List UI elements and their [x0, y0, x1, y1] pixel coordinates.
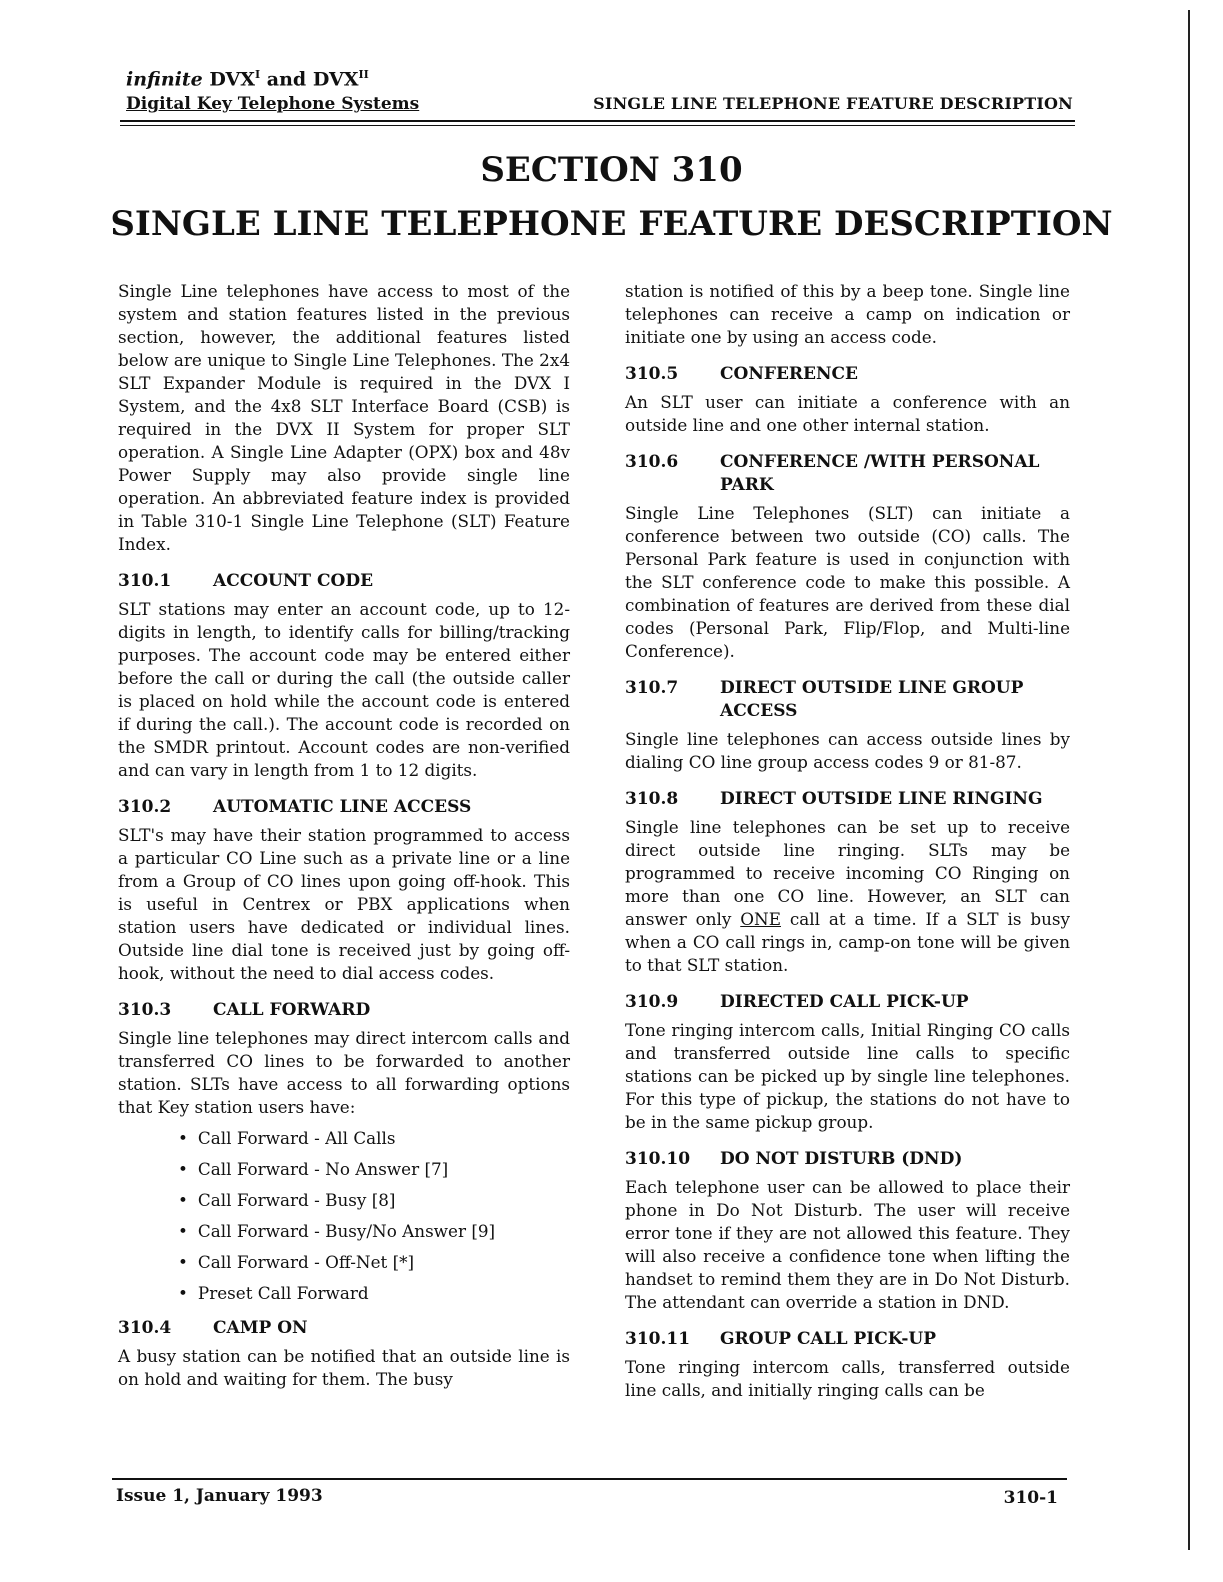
brand-line [126, 62, 419, 92]
section-body [625, 816, 1070, 977]
section-heading-title: DIRECTED CALL PICK-UP [720, 992, 969, 1012]
section-number: SECTION 310 [480, 150, 743, 190]
header-rule-thin [120, 125, 1075, 126]
section-number: 310.2 [118, 797, 172, 817]
section-body: Each telephone user can be allowed to place their phone in Do Not Disturb. The user will receive error tone if they are not allowed this feature. They will also receive a confidence tone when lifting the handset to remind them they are in Do Not Disturb. The attendant can override a station in DND. [625, 1177, 1070, 1312]
section-body: Tone ringing intercom calls, transferred outside line calls, and initially ringing calls can be [625, 1357, 1070, 1400]
section-title: SINGLE LINE TELEPHONE FEATURE DESCRIPTION [110, 204, 1113, 244]
brand-dvx1: DVX [209, 68, 256, 91]
section-body: An SLT user can initiate a conference with an outside line and one other internal station. [625, 392, 1070, 435]
section-heading [625, 1148, 1070, 1171]
list-item: • Call Forward - Busy [8] [178, 1185, 570, 1216]
footer-page-number: 310-1 [1003, 1488, 1058, 1508]
section-heading [118, 1317, 570, 1340]
section-heading-title: CALL FORWARD [213, 1000, 371, 1020]
body-text: call at a time. If a SLT is busy when a CO call rings in, camp-on tone will be given to that SLT station. [625, 909, 1070, 975]
section-number: 310.11 [625, 1329, 691, 1349]
section-body: SLT stations may enter an account code, up to 12-digits in length, to identify calls for billing/tracking purposes. The account code may be entered either before the call or during the call (the outside caller is placed on hold while the account code is entered if during the call.). The account code is recorded on the SMDR printout. Account codes are non-verified and can vary in length from 1 to 12 digits. [118, 599, 570, 780]
section-heading [625, 991, 1070, 1014]
section-heading-title: CONFERENCE [720, 364, 859, 384]
section-heading [625, 363, 1070, 386]
list-item: • Call Forward - All Calls [178, 1123, 570, 1154]
emphasis-text: ONE [740, 909, 781, 929]
body-text: Single line telephones can be set up to receive direct outside line ringing. SLTs may be programmed to receive incoming CO Ringing on more than one CO line. However, an SLT can answer only [625, 817, 1070, 929]
brand-sup2: II [358, 68, 369, 81]
section-body: SLT's may have their station programmed to access a particular CO Line such as a private line or a line from a Group of CO lines upon going off-hook. This is useful in Centrex or PBX applications when station users have dedicated or individual lines. Outside line dial tone is received just by going off-hook, without the need to dial access codes. [118, 825, 570, 983]
section-heading-title: GROUP CALL PICK-UP [720, 1329, 936, 1349]
footer-rule [112, 1478, 1067, 1480]
section-number: 310.1 [118, 571, 172, 591]
section-heading [118, 570, 570, 593]
brand-and: and DVX [266, 68, 359, 91]
footer-issue: Issue 1, January 1993 [116, 1486, 323, 1506]
section-number: 310.5 [625, 364, 679, 384]
section-number: 310.10 [625, 1149, 691, 1169]
section-heading [625, 788, 1070, 811]
section-number: 310.8 [625, 789, 679, 809]
camp-on-continued: station is notified of this by a beep tone. Single line telephones can receive a camp on indication or initiate one by using an access code. [625, 281, 1070, 347]
list-item: • Call Forward - No Answer [7] [178, 1154, 570, 1185]
section-heading [118, 999, 570, 1022]
section-heading-title: DO NOT DISTURB (DND) [720, 1149, 963, 1169]
intro-paragraph: Single Line telephones have access to most of the system and station features listed in the previous section, however, the additional features listed below are unique to Single Line Telephones. The 2x4 SLT Expander Module is required in the DVX I System, and the 4x8 SLT Interface Board (CSB) is required in the DVX II System for proper SLT operation. A Single Line Adapter (OPX) box and 48v Power Supply may also provide single line operation. An abbreviated feature index is provided in Table 310-1 Single Line Telephone (SLT) Feature Index. [118, 281, 570, 554]
section-heading-title: DIRECT OUTSIDE LINE RINGING [720, 789, 1043, 809]
section-heading-title: AUTOMATIC LINE ACCESS [213, 797, 472, 817]
section-number: 310.9 [625, 992, 679, 1012]
section-number: 310.3 [118, 1000, 172, 1020]
section-number: 310.4 [118, 1318, 172, 1338]
brand-italic: infinite [126, 68, 203, 91]
list-item: • Call Forward - Busy/No Answer [9] [178, 1216, 570, 1247]
section-number: 310.7 [625, 678, 679, 698]
section-heading-title: DIRECT OUTSIDE LINE GROUP ACCESS [720, 678, 1024, 721]
header-right: SINGLE LINE TELEPHONE FEATURE DESCRIPTION [593, 94, 1073, 113]
section-body: Tone ringing intercom calls, Initial Ringing CO calls and transferred outside line calls to specific stations can be picked up by single line telephones. For this type of pickup, the stations do not have to be in the same pickup group. [625, 1020, 1070, 1132]
header-left [126, 62, 419, 116]
right-column [625, 280, 1070, 1416]
header-subtitle: Digital Key Telephone Systems [126, 94, 420, 115]
section-body: A busy station can be notified that an outside line is on hold and waiting for them. The busy [118, 1346, 570, 1389]
section-heading-title: CONFERENCE /WITH PERSONAL PARK [720, 452, 1040, 495]
section-body: Single line telephones may direct intercom calls and transferred CO lines to be forwarded to another station. SLTs have access to all forwarding options that Key station users have: [118, 1028, 570, 1117]
section-heading-title: CAMP ON [213, 1318, 308, 1338]
list-item: • Preset Call Forward [178, 1278, 570, 1309]
brand-sup1: I [255, 68, 261, 81]
list-item: • Call Forward - Off-Net [*] [178, 1247, 570, 1278]
section-body: Single line telephones can access outside lines by dialing CO line group access codes 9 or 81-87. [625, 729, 1070, 772]
section-heading [625, 1328, 1070, 1351]
left-column [118, 280, 570, 1405]
section-body: Single Line Telephones (SLT) can initiate a conference between two outside (CO) calls. The Personal Park feature is used in conjunction with the SLT conference code to make this possible. A combination of features are derived from these dial codes (Personal Park, Flip/Flop, and Multi-line Conference). [625, 503, 1070, 661]
section-number: 310.6 [625, 452, 679, 472]
section-heading [625, 451, 1070, 497]
section-heading [625, 677, 1070, 723]
call-forward-options-list [178, 1123, 570, 1309]
section-heading-title: ACCOUNT CODE [213, 571, 374, 591]
section-heading [118, 796, 570, 819]
header-rule [120, 120, 1075, 122]
